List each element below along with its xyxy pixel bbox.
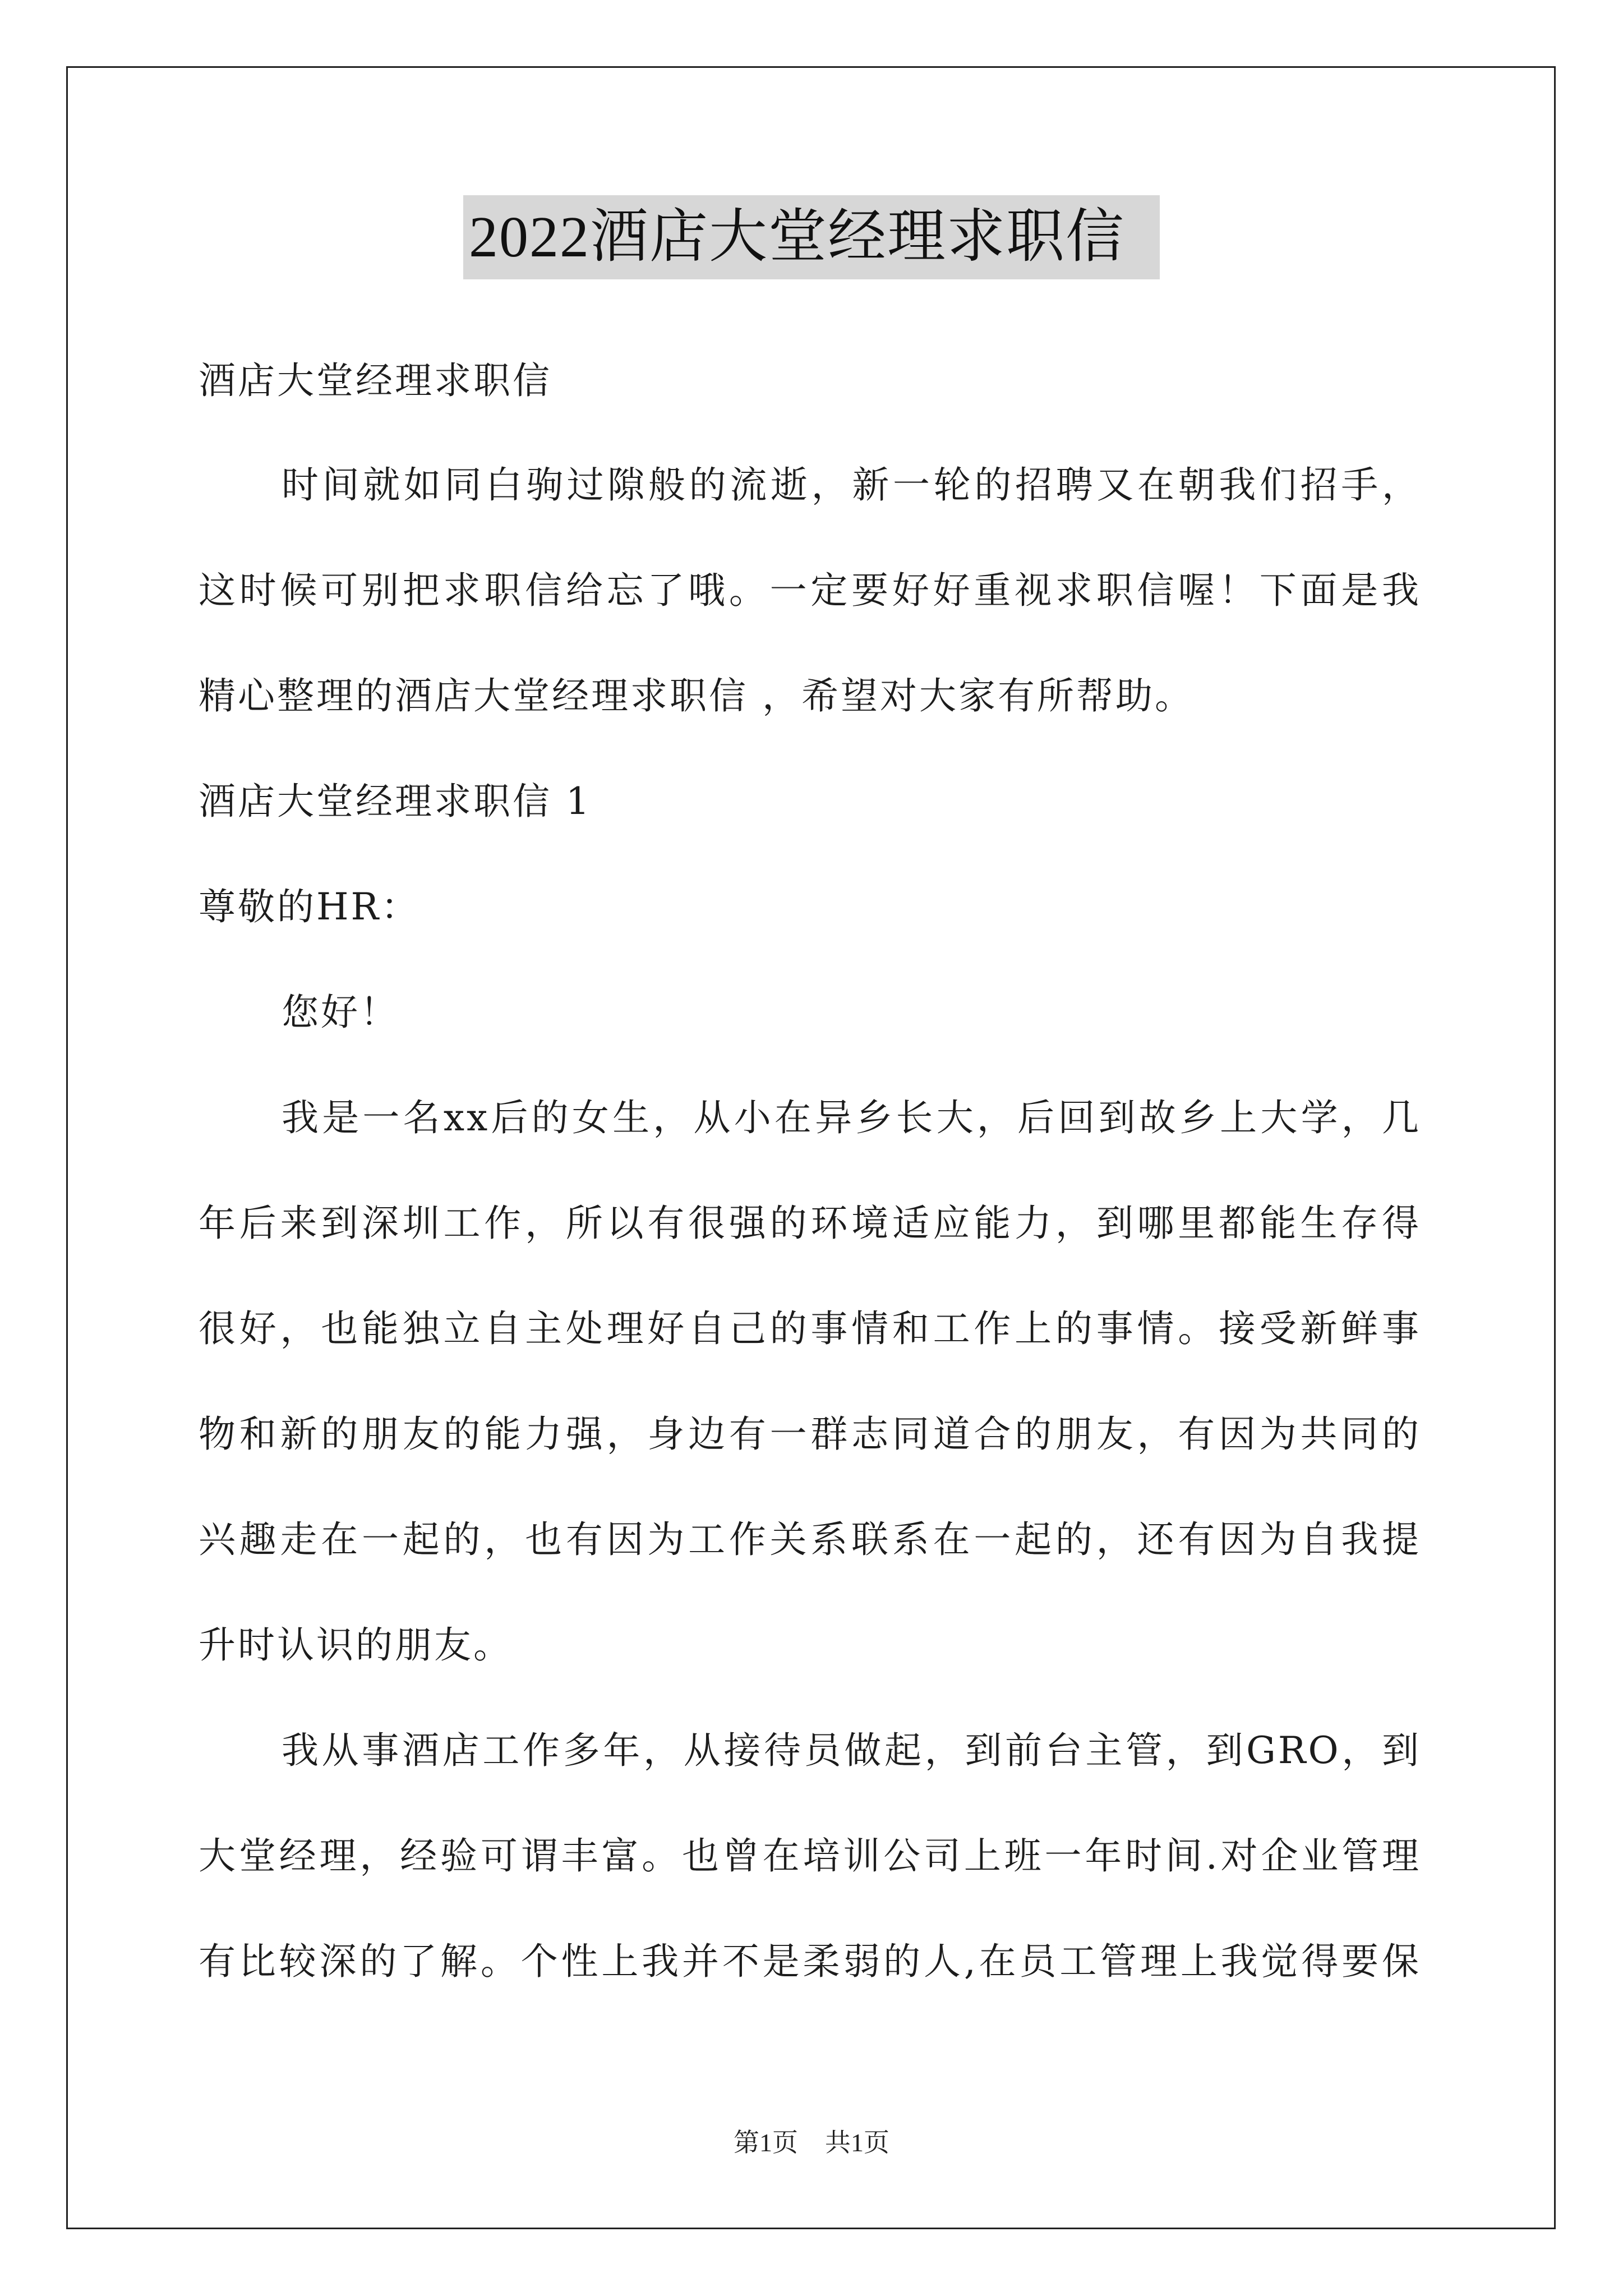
paragraph-line: 我是一名xx后的女生，从小在异乡长大，后回到故乡上大学，几 xyxy=(282,1096,1421,1139)
paragraph-line: 我从事酒店工作多年，从接待员做起，到前台主管，到GRO，到 xyxy=(282,1729,1421,1772)
paragraph-line: 年后来到深圳工作，所以有很强的环境适应能力，到哪里都能生存得 xyxy=(199,1202,1421,1245)
title-wrap xyxy=(0,195,1623,279)
greeting: 您好！ xyxy=(282,991,399,1034)
section-heading: 酒店大堂经理求职信 1 xyxy=(199,780,592,823)
page-footer xyxy=(0,2126,1623,2160)
paragraph-line: 精心整理的酒店大堂经理求职信 ，希望对大家有所帮助。 xyxy=(199,674,1194,717)
salutation: 尊敬的HR： xyxy=(199,885,421,928)
paragraph-line: 大堂经理，经验可谓丰富。也曾在培训公司上班一年时间.对企业管理 xyxy=(199,1834,1421,1878)
page-total: 共1页 xyxy=(825,2128,889,2157)
paragraph-line: 兴趣走在一起的，也有因为工作关系联系在一起的，还有因为自我提 xyxy=(199,1518,1421,1561)
paragraph-line: 很好，也能独立自主处理好自己的事情和工作上的事情。接受新鲜事 xyxy=(199,1307,1421,1350)
paragraph-line: 升时认识的朋友。 xyxy=(199,1623,513,1667)
document-title: 2022酒店大堂经理求职信 xyxy=(463,195,1160,279)
paragraph-line: 时间就如同白驹过隙般的流逝，新一轮的招聘又在朝我们招手， xyxy=(282,463,1421,507)
paragraph-line: 这时候可别把求职信给忘了哦。一定要好好重视求职信喔！下面是我 xyxy=(199,569,1421,612)
page-number: 第1页 xyxy=(734,2128,798,2157)
paragraph-line: 有比较深的了解。个性上我并不是柔弱的人,在员工管理上我觉得要保 xyxy=(199,1940,1421,1983)
subtitle-line: 酒店大堂经理求职信 xyxy=(199,359,552,402)
paragraph-line: 物和新的朋友的能力强，身边有一群志同道合的朋友，有因为共同的 xyxy=(199,1412,1421,1456)
